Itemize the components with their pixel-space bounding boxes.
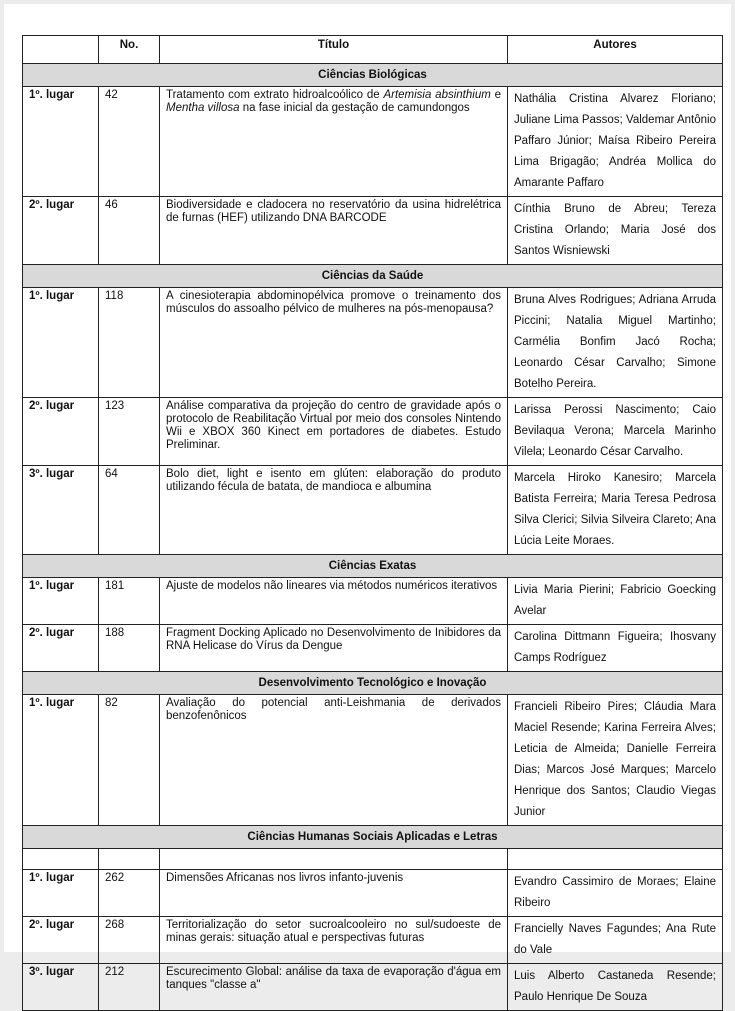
- number-cell: 262: [99, 870, 160, 917]
- title-cell: Territorialização do setor sucroalcooleiro no sul/sudoeste de minas gerais: situação atual e perspectivas futuras: [160, 917, 508, 964]
- section-header: [23, 265, 723, 288]
- authors-cell: Luis Alberto Castaneda Resende; Paulo Henrique De Souza: [508, 964, 723, 1011]
- title-cell: Análise comparativa da projeção do centro de gravidade após o protocolo de Reabilitação Virtual por meio dos consoles Nintendo Wii e XBOX 360 Kinect em portadores de diabetes. Estudo Preliminar.: [160, 398, 508, 466]
- authors-cell: Bruna Alves Rodrigues; Adriana Arruda Piccini; Natalia Miguel Martinho; Carmélia Bonfim Jacó Rocha; Leonardo César Carvalho; Simone Botelho Pereira.: [508, 288, 723, 398]
- title-cell: A cinesioterapia abdominopélvica promove o treinamento dos músculos do assoalho pélvico de mulheres na pós-menopausa?: [160, 288, 508, 398]
- place-cell: 3º. lugar: [23, 964, 99, 1011]
- table-row: [23, 625, 723, 672]
- title-text: na fase inicial da gestação de camundongos: [239, 102, 470, 114]
- section-title: Ciências Exatas: [23, 555, 723, 578]
- section-header: [23, 64, 723, 87]
- authors-cell: Francieli Ribeiro Pires; Cláudia Mara Maciel Resende; Karina Ferreira Alves; Leticia de Almeida; Danielle Ferreira Dias; Marcos José Marques; Marcelo Henrique dos Santos; Claudio Viegas Junior: [508, 695, 723, 826]
- header-title: Título: [160, 36, 508, 64]
- table-row: [23, 695, 723, 826]
- empty-cell: [508, 849, 723, 870]
- header-place: [23, 36, 99, 64]
- number-cell: 268: [99, 917, 160, 964]
- table-row: [23, 578, 723, 625]
- empty-cell: [99, 849, 160, 870]
- title-cell: Fragment Docking Aplicado no Desenvolvimento de Inibidores da RNA Helicase do Vírus da Dengue: [160, 625, 508, 672]
- place-cell: 1º. lugar: [23, 695, 99, 826]
- table-row: [23, 398, 723, 466]
- authors-cell: Marcela Hiroko Kanesiro; Marcela Batista Ferreira; Maria Teresa Pedrosa Silva Clerici; Silvia Silveira Clareto; Ana Lúcia Leite Moraes.: [508, 466, 723, 555]
- empty-cell: [23, 849, 99, 870]
- number-cell: 181: [99, 578, 160, 625]
- species-name: Artemisia absinthium: [383, 89, 491, 101]
- title-cell: Escurecimento Global: análise da taxa de evaporação d'água em tanques "classe a": [160, 964, 508, 1011]
- section-header: [23, 555, 723, 578]
- number-cell: 123: [99, 398, 160, 466]
- number-cell: 82: [99, 695, 160, 826]
- place-cell: 2º. lugar: [23, 197, 99, 265]
- place-cell: 1º. lugar: [23, 87, 99, 197]
- title-cell: Biodiversidade e cladocera no reservatório da usina hidrelétrica de furnas (HEF) utilizando DNA BARCODE: [160, 197, 508, 265]
- header-authors: Autores: [508, 36, 723, 64]
- table-row: [23, 288, 723, 398]
- authors-cell: Carolina Dittmann Figueira; Ihosvany Camps Rodríguez: [508, 625, 723, 672]
- number-cell: 118: [99, 288, 160, 398]
- table-row: [23, 197, 723, 265]
- number-cell: 42: [99, 87, 160, 197]
- section-header: [23, 672, 723, 695]
- title-text: e: [490, 89, 502, 101]
- place-cell: 3º. lugar: [23, 466, 99, 555]
- authors-cell: Larissa Perossi Nascimento; Caio Bevilaqua Verona; Marcela Marinho Vilela; Leonardo César Carvalho.: [508, 398, 723, 466]
- section-title: Desenvolvimento Tecnológico e Inovação: [23, 672, 723, 695]
- authors-cell: Nathália Cristina Alvarez Floriano; Juliane Lima Passos; Valdemar Antônio Paffaro Júnior; Maísa Ribeiro Pereira Lima Brigagão; Andréa Mollica do Amarante Paffaro: [508, 87, 723, 197]
- section-title: Ciências Biológicas: [23, 64, 723, 87]
- place-cell: 1º. lugar: [23, 578, 99, 625]
- authors-cell: Evandro Cassimiro de Moraes; Elaine Ribeiro: [508, 870, 723, 917]
- species-name: Mentha villosa: [166, 102, 240, 114]
- number-cell: 46: [99, 197, 160, 265]
- place-cell: 2º. lugar: [23, 625, 99, 672]
- table-row: [23, 466, 723, 555]
- section-title: Ciências Humanas Sociais Aplicadas e Letras: [23, 826, 723, 849]
- table-row: [23, 917, 723, 964]
- authors-cell: Francielly Naves Fagundes; Ana Rute do Vale: [508, 917, 723, 964]
- title-cell: Ajuste de modelos não lineares via métodos numéricos iterativos: [160, 578, 508, 625]
- number-cell: 188: [99, 625, 160, 672]
- awards-table: [22, 35, 723, 1011]
- place-cell: 1º. lugar: [23, 870, 99, 917]
- table-row: [23, 870, 723, 917]
- table-row: [23, 87, 723, 197]
- number-cell: 64: [99, 466, 160, 555]
- place-cell: 1º. lugar: [23, 288, 99, 398]
- place-cell: 2º. lugar: [23, 398, 99, 466]
- title-cell: Avaliação do potencial anti-Leishmania de derivados benzofenônicos: [160, 695, 508, 826]
- title-cell: Dimensões Africanas nos livros infanto-juvenis: [160, 870, 508, 917]
- empty-cell: [160, 849, 508, 870]
- authors-cell: Cínthia Bruno de Abreu; Tereza Cristina Orlando; Maria José dos Santos Wisniewski: [508, 197, 723, 265]
- authors-cell: Livia Maria Pierini; Fabricio Goecking Avelar: [508, 578, 723, 625]
- title-cell: [160, 87, 508, 197]
- table-row: [23, 964, 723, 1011]
- spacer-row: [23, 849, 723, 870]
- header-no: No.: [99, 36, 160, 64]
- section-header: [23, 826, 723, 849]
- document-page: [4, 4, 731, 1003]
- number-cell: 212: [99, 964, 160, 1011]
- title-text: Tratamento com extrato hidroalcoólico de: [166, 89, 384, 101]
- place-cell: 2º. lugar: [23, 917, 99, 964]
- header-row: [23, 36, 723, 64]
- section-title: Ciências da Saúde: [23, 265, 723, 288]
- title-cell: Bolo diet, light e isento em glúten: elaboração do produto utilizando fécula de batata, de mandioca e albumina: [160, 466, 508, 555]
